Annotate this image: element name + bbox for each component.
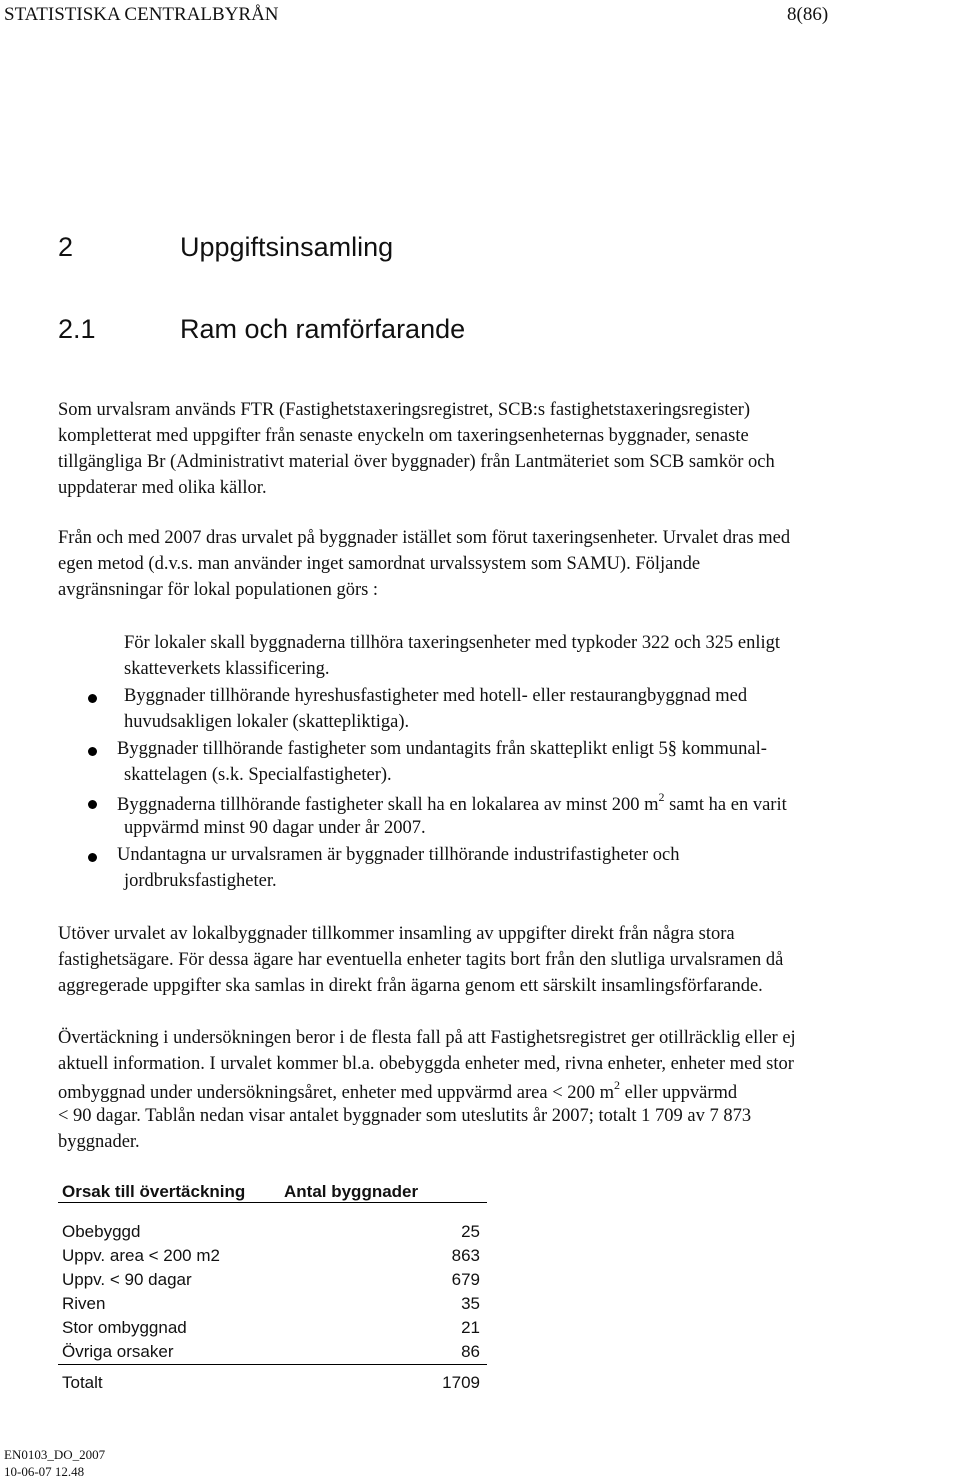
table-header-count: Antal byggnader — [284, 1182, 419, 1201]
subsection-heading — [58, 314, 465, 345]
paragraph-line: Från och med 2007 dras urvalet på byggnader istället som förut taxeringsenheter. Urvalet dras med — [58, 528, 791, 548]
row-label: Uppv. area < 200 m2 — [62, 1246, 220, 1265]
subsection-number: 2.1 — [58, 314, 96, 344]
list-item: uppvärmd minst 90 dagar under år 2007. — [124, 818, 426, 838]
paragraph-line: Som urvalsram används FTR (Fastighetstaxeringsregistret, SCB:s fastighetstaxeringsregister) — [58, 400, 751, 420]
section-number: 2 — [58, 232, 74, 262]
table-header-cause: Orsak till övertäckning — [62, 1182, 246, 1201]
total-value: 1709 — [442, 1373, 480, 1392]
list-item: jordbruksfastigheter. — [124, 871, 277, 891]
row-value: 679 — [451, 1270, 480, 1289]
bullet-icon — [88, 853, 97, 862]
header-page-number: 8(86) — [787, 4, 829, 25]
list-item: Undantagna ur urvalsramen är byggnader tillhörande industrifastigheter och — [117, 845, 680, 865]
table-header-rule — [58, 1202, 487, 1203]
list-item: huvudsakligen lokaler (skattepliktiga). — [124, 712, 410, 732]
paragraph-line: kompletterat med uppgifter från senaste enyckeln om taxeringsenheternas byggnader, senaste — [58, 426, 749, 446]
paragraph-line: aktuell information. I urvalet kommer bl.a. obebyggda enheter med, rivna enheter, enheter med stor — [58, 1054, 794, 1074]
header-org: STATISTISKA CENTRALBYRÅN — [4, 4, 279, 25]
list-item: skattelagen (s.k. Specialfastigheter). — [124, 765, 392, 785]
paragraph-line: aggregerade uppgifter ska samlas in direkt från ägarna genom ett särskilt insamlingsförfarande. — [58, 976, 763, 996]
paragraph-line: egen metod (d.v.s. man använder inget samordnat urvalssystem som SAMU). Följande — [58, 554, 701, 574]
bullet-icon — [88, 800, 97, 809]
list-item: Byggnader tillhörande hyreshusfastigheter med hotell- eller restaurangbyggnad med — [124, 686, 748, 706]
total-label: Totalt — [62, 1373, 103, 1392]
paragraph-line: ombyggnad under undersökningsåret, enheter med uppvärmd area < 200 $m^2$ eller uppvärmd — [58, 1078, 738, 1104]
bullet-icon — [88, 747, 97, 756]
paragraph-line: byggnader. — [58, 1132, 140, 1152]
subsection-title: Ram och ramförfarande — [180, 314, 466, 344]
bullet-icon — [88, 694, 97, 703]
section-heading — [58, 232, 393, 263]
footer-doc-id: EN0103_DO_2007 — [4, 1447, 106, 1462]
row-value: 35 — [461, 1294, 480, 1313]
paragraph-line: < 90 dagar. Tablån nedan visar antalet byggnader som uteslutits år 2007; totalt 1 709 av 7 873 — [58, 1106, 752, 1126]
section-title: Uppgiftsinsamling — [180, 232, 394, 262]
row-value: 863 — [451, 1246, 480, 1265]
paragraph-line: tillgängliga Br (Administrativt material över byggnader) från Lantmäteriet som SCB samkör och — [58, 452, 775, 472]
paragraph-line: Utöver urvalet av lokalbyggnader tillkommer insamling av uppgifter direkt från några stora — [58, 924, 735, 944]
restriction-line: För lokaler skall byggnaderna tillhöra taxeringsenheter med typkoder 322 och 325 enligt — [124, 633, 781, 653]
row-label: Övriga orsaker — [62, 1342, 174, 1361]
paragraph-line: avgränsningar för lokal populationen görs : — [58, 580, 379, 600]
footer-date: 10-06-07 12.48 — [4, 1464, 85, 1479]
row-label: Stor ombyggnad — [62, 1318, 187, 1337]
row-label: Uppv. < 90 dagar — [62, 1270, 192, 1289]
list-item: Byggnader tillhörande fastigheter som undantagits från skatteplikt enligt 5§ kommunal- — [117, 739, 767, 759]
row-value: 21 — [461, 1318, 480, 1337]
table-total-rule — [58, 1364, 487, 1365]
row-label: Obebyggd — [62, 1222, 141, 1241]
paragraph-line: Övertäckning i undersökningen beror i de flesta fall på att Fastighetsregistret ger otillräcklig eller ej — [58, 1028, 796, 1048]
paragraph-line: fastighetsägare. För dessa ägare har eventuella enheter tagits bort från den slutliga urvalsramen då — [58, 950, 784, 970]
restriction-line: skatteverkets klassificering. — [124, 659, 330, 679]
row-label: Riven — [62, 1294, 106, 1313]
paragraph-line: uppdaterar med olika källor. — [58, 478, 267, 498]
row-value: 25 — [461, 1222, 480, 1241]
row-value: 86 — [461, 1342, 480, 1361]
list-item: Byggnaderna tillhörande fastigheter skall ha en lokalarea av minst 200 $m^2$ samt ha en varit — [117, 790, 787, 816]
